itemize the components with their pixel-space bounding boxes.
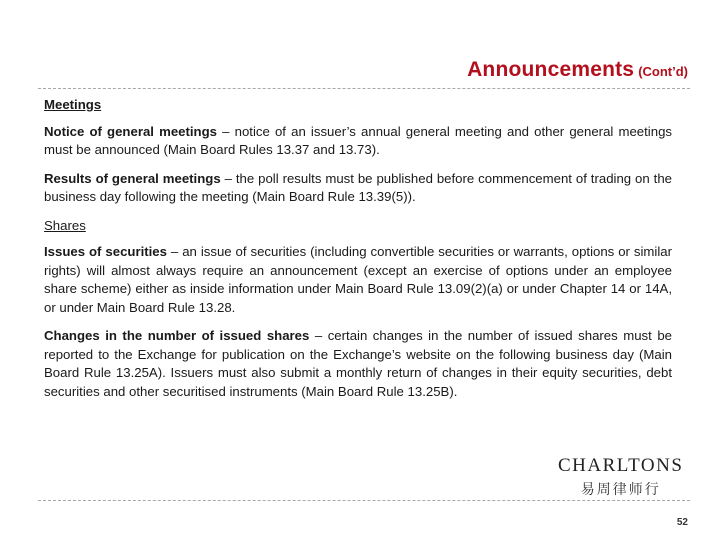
results-term: Results of general meetings [44, 170, 221, 186]
notice-term: Notice of general meetings [44, 123, 217, 139]
paragraph-issues [44, 243, 672, 317]
changes-text: – certain changes in the number of issued shares must be reported to the Exchange for publication on the Exchange’s website on the following business day (Main Board Rule 13.25A). Issuers must also submit a monthly return of changes in their equity securities, debt securities and other securitised instruments (Main Board Rule 13.25B). [44, 328, 672, 399]
meetings-heading-text: Meetings [44, 97, 102, 112]
paragraph-changes [44, 327, 672, 401]
slide-body [44, 96, 672, 411]
results-text: – the poll results must be published before commencement of trading on the business day following the meeting (Main Board Rule 13.39(5)). [44, 170, 672, 204]
issues-term: Issues of securities [44, 244, 167, 259]
title-subtitle: (Cont’d) [638, 64, 688, 79]
shares-heading-text: Shares [44, 217, 86, 233]
bottom-divider [38, 500, 690, 501]
page-number: 52 [676, 517, 688, 528]
page-title [467, 58, 688, 82]
section-heading-meetings [44, 96, 672, 115]
notice-text: – notice of an issuer’s annual general meeting and other general meetings must be announced (Main Board Rules 13.37 and 13.73). [44, 123, 672, 157]
charltons-logo [558, 455, 683, 499]
logo-english: CHARLTONS [558, 455, 684, 476]
paragraph-notice [44, 123, 672, 160]
changes-term: Changes in the number of issued shares [44, 328, 310, 343]
section-heading-shares [44, 217, 672, 236]
logo-chinese: 易周律师行 [580, 482, 661, 498]
issues-text: – an issue of securities (including convertible securities or warrants, options or similar rights) will almost always require an announcement (except an exercise of options under an employee share scheme) either as inside information under Main Board Rule 13.09(2)(a) or under Chapter 14 or 14A, or under Main Board Rule 13.28. [44, 244, 672, 315]
top-divider [38, 88, 690, 89]
paragraph-results [44, 170, 672, 207]
title-main: Announcements [467, 58, 635, 81]
